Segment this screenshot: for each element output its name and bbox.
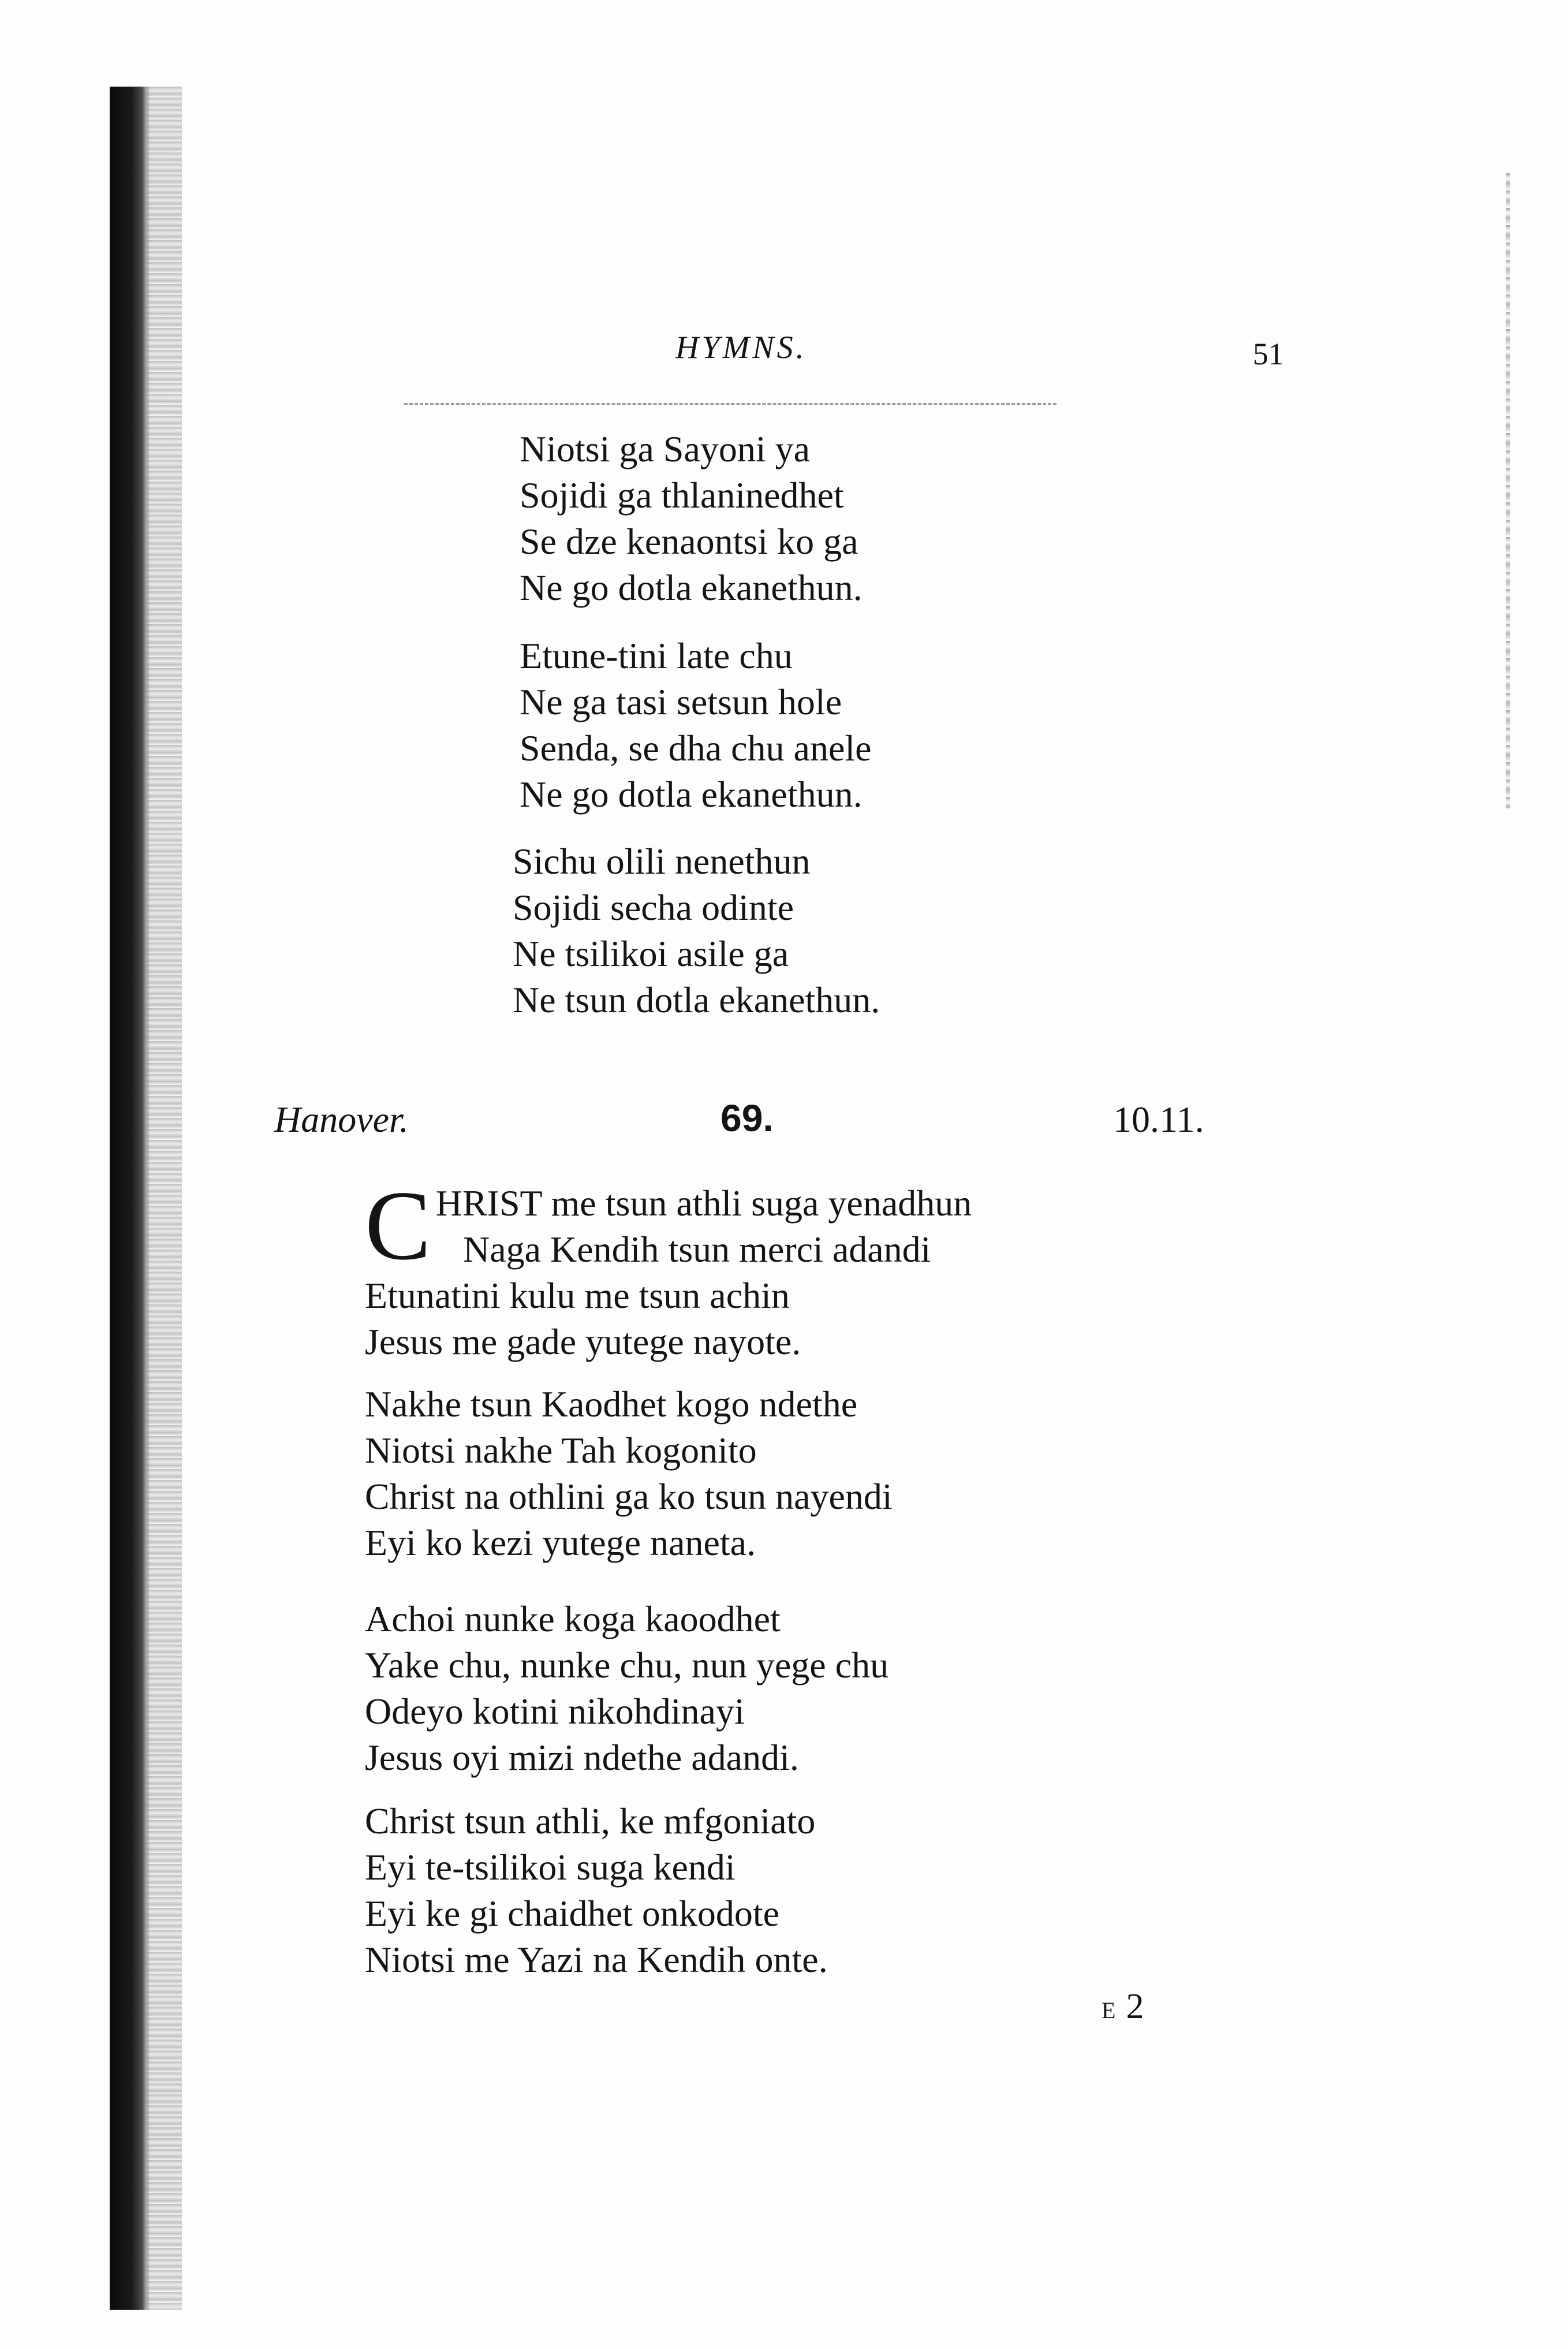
- signature-number: 2: [1126, 1987, 1144, 2026]
- verse-line: Senda, se dha chu anele: [520, 728, 872, 769]
- verse-line: Ne tsun dotla ekanethun.: [513, 979, 880, 1020]
- verse-line: HRIST me tsun athli suga yenadhun: [435, 1183, 972, 1224]
- verse-line: Achoi nunke koga kaoodhet: [365, 1598, 781, 1639]
- book-binding-edge: [110, 87, 150, 2310]
- verse-line: Se dze kenaontsi ko ga: [520, 521, 858, 562]
- drop-cap: C: [365, 1171, 431, 1281]
- page-number: 51: [1253, 337, 1284, 371]
- verse-line: Ne tsilikoi asile ga: [513, 933, 789, 974]
- verse-line: Jesus oyi mizi ndethe adandi.: [365, 1737, 799, 1778]
- stanza: [520, 426, 863, 611]
- verse-line: Odeyo kotini nikohdinayi: [365, 1691, 745, 1732]
- verse-line: Sojidi secha odinte: [513, 887, 794, 928]
- stanza: [365, 1381, 893, 1566]
- verse-line: Etunatini kulu me tsun achin: [365, 1275, 790, 1316]
- verse-line: Jesus me gade yutege nayote.: [365, 1321, 801, 1362]
- verse-line: Niotsi nakhe Tah kogonito: [365, 1430, 757, 1471]
- tune-name: Hanover.: [274, 1099, 409, 1140]
- verse-line: Niotsi ga Sayoni ya: [520, 428, 811, 469]
- binding-shadow: [147, 87, 182, 2310]
- stanza: [365, 1798, 828, 1983]
- verse-line: Eyi ko kezi yutege naneta.: [365, 1522, 756, 1563]
- page-edge-specks: [1506, 173, 1510, 808]
- signature-letter: E: [1102, 1997, 1116, 2023]
- stanza: [520, 633, 872, 818]
- running-head: HYMNS.: [675, 330, 807, 366]
- verse-line: Ne ga tasi setsun hole: [520, 681, 842, 722]
- verse-line: Eyi ke gi chaidhet onkodote: [365, 1893, 780, 1934]
- verse-line: Christ tsun athli, ke mfgoniato: [365, 1800, 816, 1841]
- verse-line: Ne go dotla ekanethun.: [520, 774, 863, 815]
- verse-line: Sichu olili nenethun: [513, 841, 811, 882]
- verse-line: Eyi te-tsilikoi suga kendi: [365, 1847, 736, 1888]
- verse-line: Yake chu, nunke chu, nun yege chu: [365, 1645, 889, 1686]
- header-rule: [404, 403, 1056, 405]
- stanza: [365, 1171, 972, 1365]
- stanza: [513, 838, 880, 1023]
- printer-signature-mark: [1102, 1986, 1144, 2027]
- hymn-number: 69.: [720, 1097, 774, 1139]
- verse-line: Etune-tini late chu: [520, 635, 793, 676]
- verse-line: Sojidi ga thlaninedhet: [520, 475, 844, 516]
- verse-line: Niotsi me Yazi na Kendih onte.: [365, 1939, 828, 1980]
- verse-line: Naga Kendih tsun merci adandi: [463, 1229, 931, 1270]
- verse-line: Nakhe tsun Kaodhet kogo ndethe: [365, 1384, 858, 1425]
- meter: 10.11.: [1113, 1099, 1204, 1140]
- verse-line: Ne go dotla ekanethun.: [520, 567, 863, 608]
- verse-line: Christ na othlini ga ko tsun nayendi: [365, 1476, 893, 1517]
- stanza: [365, 1596, 888, 1781]
